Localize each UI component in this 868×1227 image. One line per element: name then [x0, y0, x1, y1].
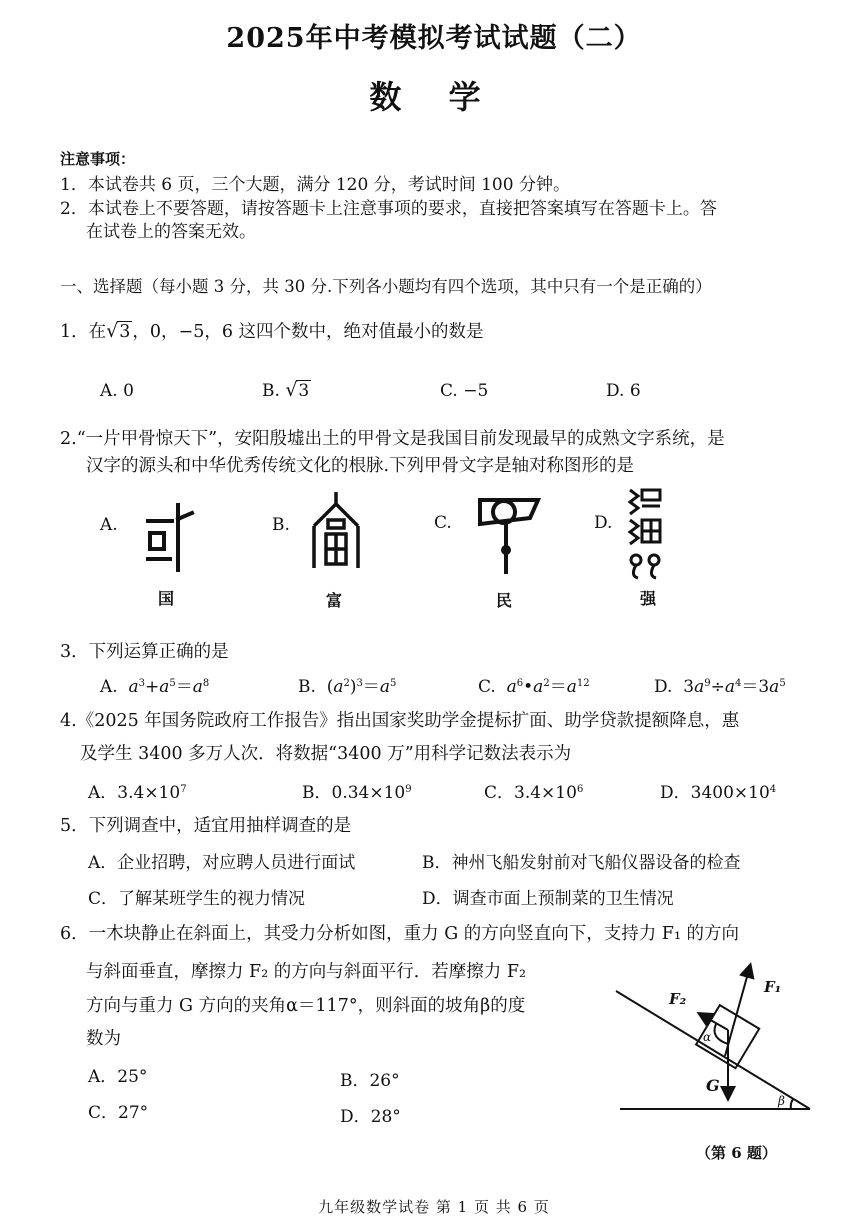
q2-option-d-char: 强	[640, 589, 657, 608]
question-4-line-1: 4.《2025 年国务院政府工作报告》指出国家奖助学金提标扩面、助学贷款提额降息，惠	[60, 711, 740, 731]
question-3-stem: 3．下列运算正确的是	[60, 642, 229, 662]
q5-option-d: D．调查市面上预制菜的卫生情况	[422, 889, 674, 909]
q4-option-c: C．$3.4\times 10^6$	[484, 783, 584, 803]
label-alpha: α	[703, 1030, 712, 1044]
label-f1: F₁	[764, 978, 782, 996]
q1-option-c: C. −5	[440, 381, 489, 401]
question-6-line-4: 数为	[86, 1029, 121, 1049]
label-beta: β	[778, 1094, 785, 1108]
q6-option-a: A．25°	[88, 1067, 148, 1087]
q3-option-a: A. $a^3+a^5=a^8$	[100, 677, 210, 697]
label-g: G	[706, 1076, 720, 1095]
angle-beta-arc	[791, 1099, 793, 1109]
label-f2: F₂	[669, 990, 687, 1008]
oracle-glyph-guo	[140, 495, 200, 575]
q4-option-a: A．$3.4\times 10^7$	[88, 783, 187, 803]
q1-post: ，0，−5，6 这四个数中，绝对值最小的数是	[132, 322, 484, 342]
question-1-stem: 1．在√3 ，0，−5，6 这四个数中，绝对值最小的数是	[60, 320, 484, 342]
oracle-glyph-fu	[308, 488, 364, 572]
q4-option-d: D．$3400\times 10^4$	[660, 783, 777, 803]
section-heading: 一、选择题（每小题 3 分，共 30 分.下列各小题均有四个选项，其中只有一个是正确的）	[60, 277, 712, 296]
q1-option-b: B. √3	[262, 379, 310, 401]
question-2-line-1: 2.“一片甲骨惊天下”，安阳殷墟出土的甲骨文是我国目前发现最早的成熟文字系统，是	[60, 429, 725, 449]
q2-option-c-letter: C.	[434, 513, 452, 533]
q1-option-b-arg: 3	[298, 381, 310, 401]
q6-option-d: D．28°	[340, 1107, 401, 1127]
question-4-line-2: 及学生 3400 多万人次．将数据“3400 万”用科学记数法表示为	[80, 744, 572, 764]
note-item-2-cont: 在试卷上的答案无效。	[86, 222, 256, 242]
oracle-glyph-qiang	[624, 486, 668, 582]
q2-option-b-letter: B.	[272, 515, 290, 535]
q1-sqrt-arg: 3	[119, 322, 131, 342]
figure-caption: （第 6 题）	[696, 1144, 777, 1162]
q1-pre: 1．在	[60, 322, 107, 342]
q2-option-c-char: 民	[496, 591, 513, 610]
question-5-stem: 5．下列调查中，适宜用抽样调查的是	[60, 816, 352, 836]
question-6-line-3: 方向与重力 G 方向的夹角α＝117°，则斜面的坡角β的度	[86, 996, 526, 1016]
q1-option-a: A. 0	[100, 381, 134, 401]
question-2-line-2: 汉字的源头和中华优秀传统文化的根脉.下列甲骨文字是轴对称图形的是	[86, 456, 635, 476]
q2-option-a-letter: A.	[100, 515, 118, 535]
q6-option-c: C．27°	[88, 1103, 149, 1123]
note-item-1: 1．本试卷共 6 页，三个大题，满分 120 分，考试时间 100 分钟。	[60, 175, 570, 195]
q5-option-b: B．神州飞船发射前对飞船仪器设备的检查	[422, 853, 741, 873]
q2-option-d-letter: D.	[594, 513, 613, 533]
q6-option-b: B．26°	[340, 1071, 400, 1091]
q2-option-a-char: 国	[158, 589, 175, 608]
page-footer: 九年级数学试卷 第 1 页 共 6 页	[318, 1198, 550, 1216]
q4-option-b: B．$0.34\times 10^9$	[302, 783, 412, 803]
q1-option-b-label: B.	[262, 381, 280, 401]
subject-title: 数 学	[369, 78, 499, 116]
note-item-2: 2．本试卷上不要答题，请按答题卡上注意事项的要求，直接把答案填写在答题卡上。答	[60, 199, 717, 219]
q5-option-a: A．企业招聘，对应聘人员进行面试	[88, 853, 356, 873]
q3-option-b: B. $(a^2)^3=a^5$	[298, 677, 397, 697]
q3-option-d: D. $3a^9\div a^4=3a^5$	[654, 677, 786, 697]
exam-title: 2025年中考模拟考试试题（二）	[226, 23, 642, 54]
q1-option-d: D. 6	[606, 381, 641, 401]
notes-heading: 注意事项：	[60, 150, 136, 168]
oracle-glyph-min	[472, 494, 544, 578]
q3-option-c: C. $a^6•a^2=a^{12}$	[478, 677, 590, 697]
q5-option-c: C．了解某班学生的视力情况	[88, 889, 306, 909]
question-6-line-1: 6．一木块静止在斜面上，其受力分析如图，重力 G 的方向竖直向下，支持力 F₁ 的方向	[60, 924, 740, 944]
q2-option-b-char: 富	[326, 591, 343, 610]
question-6-line-2: 与斜面垂直，摩擦力 F₂ 的方向与斜面平行．若摩擦力 F₂	[86, 962, 527, 982]
